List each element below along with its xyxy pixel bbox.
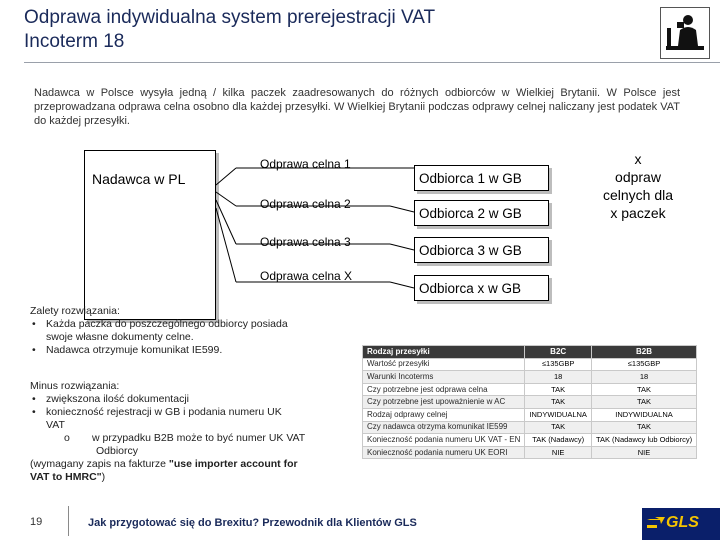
- sub-bullet-icon: o: [64, 432, 70, 444]
- table-header-row: [363, 346, 697, 359]
- cons-item-1: • zwiększona ilość dokumentacji: [30, 393, 350, 406]
- table-row: [363, 383, 697, 396]
- customs-item-2: Odprawa celna 2: [260, 197, 351, 211]
- customs-item-x: Odprawa celna X: [260, 269, 353, 283]
- table-header-cell: Rodzaj przesyłki: [363, 346, 525, 359]
- table-cell: INDYWIDUALNA: [525, 408, 592, 421]
- sender-to-customs-2-line: [216, 192, 236, 206]
- pros-section: [30, 305, 350, 357]
- table-row: [363, 371, 697, 384]
- cons-note-plain-1: (wymagany zapis na fakturze: [30, 458, 169, 470]
- note-line-1: x: [634, 151, 642, 167]
- cons-section: [30, 380, 350, 484]
- pros-item-2: • Nadawca otrzymuje komunikat IE599.: [30, 344, 350, 357]
- table-row: [363, 446, 697, 459]
- table-cell: TAK: [525, 383, 592, 396]
- gls-logo: [642, 508, 720, 540]
- sender-label: Nadawca w PL: [92, 171, 186, 187]
- customs-item-1: Odprawa celna 1: [260, 157, 351, 171]
- table-cell: Konieczność podania numeru UK EORI: [363, 446, 525, 459]
- cons-note-bold-1: "use importer account for: [168, 458, 298, 470]
- customs-x-to-recipient-x-line: [390, 282, 414, 288]
- table-cell: NIE: [525, 446, 592, 459]
- cons-subitem-line-1: w przypadku B2B może to być numer UK VAT: [92, 432, 306, 444]
- intro-paragraph: Nadawca w Polsce wysyła jedną / kilka paczek zaadresowanych do różnych odbiorców w Wielkiej Brytanii. W Polsce jest przeprowadzana odprawa celna osobno dla każdej przesyłki. W Wielkiej Brytanii podczas odprawy celnej naliczany jest podatek VAT do każdej przesyłki.: [34, 87, 680, 127]
- table-cell: Rodzaj odprawy celnej: [363, 408, 525, 421]
- cons-item-2-line-2: VAT: [46, 419, 65, 431]
- note-line-2: odpraw: [615, 169, 661, 185]
- table-cell: ≤135GBP: [591, 358, 696, 371]
- cons-subitem-line-2: Odbiorcy: [96, 445, 139, 457]
- note-line-4: x paczek: [610, 205, 666, 221]
- shipment-summary-table: [362, 345, 697, 459]
- customs-count-note: [588, 150, 688, 222]
- gls-arrow-icon: [647, 517, 665, 531]
- table-cell: TAK (Nadawcy): [525, 434, 592, 447]
- table-cell: Czy nadawca otrzyma komunikat IE599: [363, 421, 525, 434]
- table-cell: TAK: [591, 383, 696, 396]
- table-cell: INDYWIDUALNA: [591, 408, 696, 421]
- table-cell: TAK (Nadawcy lub Odbiorcy): [591, 434, 696, 447]
- table-cell: Czy potrzebne jest upoważnienie w AC: [363, 396, 525, 409]
- table-cell: TAK: [525, 421, 592, 434]
- cons-note-line-1: [30, 458, 350, 471]
- table-row: [363, 358, 697, 371]
- table-row: [363, 408, 697, 421]
- pros-item-1-line-1: • Każda paczka do poszczególnego odbiorcy posiada: [46, 318, 288, 330]
- cons-subitem: [30, 432, 350, 458]
- cons-heading: Minus rozwiązania:: [30, 380, 120, 392]
- cons-note-line-2: [30, 471, 350, 484]
- sender-to-customs-1-line: [216, 168, 236, 185]
- pros-item-1-line-2: swoje własne dokumenty celne.: [46, 331, 194, 343]
- table-cell: NIE: [591, 446, 696, 459]
- footer-title: Jak przygotować się do Brexitu? Przewodnik dla Klientów GLS: [88, 517, 417, 529]
- table-cell: 18: [525, 371, 592, 384]
- table-row: [363, 434, 697, 447]
- table-row: [363, 421, 697, 434]
- recipient-box-1: Odbiorca 1 w GB: [414, 165, 549, 191]
- table-header-cell: B2B: [591, 346, 696, 359]
- note-line-3: celnych dla: [602, 187, 674, 203]
- cons-note-bold-2: VAT to HMRC": [30, 471, 102, 483]
- table-header-cell: B2C: [525, 346, 592, 359]
- table-row: [363, 396, 697, 409]
- table-cell: TAK: [525, 396, 592, 409]
- recipient-box-3: Odbiorca 3 w GB: [414, 237, 549, 263]
- footer-divider: [68, 506, 69, 536]
- cons-note-plain-2: ): [101, 471, 106, 483]
- pros-heading: Zalety rozwiązania:: [30, 305, 120, 317]
- sender-to-customs-3-line: [216, 200, 236, 244]
- table-cell: 18: [591, 371, 696, 384]
- cons-item-2: [30, 406, 350, 432]
- recipient-box-2: Odbiorca 2 w GB: [414, 200, 549, 226]
- title-line-1: Odprawa indywidualna system prerejestracji VAT: [24, 7, 436, 28]
- table-cell: Czy potrzebne jest odprawa celna: [363, 383, 525, 396]
- table-cell: Wartość przesyłki: [363, 358, 525, 371]
- table-cell: ≤135GBP: [525, 358, 592, 371]
- table-cell: Warunki Incoterms: [363, 371, 525, 384]
- cons-item-2-line-1: • konieczność rejestracji w GB i podania numeru UK: [46, 406, 282, 418]
- table-cell: Konieczność podania numeru UK VAT - EN: [363, 434, 525, 447]
- pros-item-1: [30, 318, 350, 344]
- gls-brand-text: GLS: [666, 514, 699, 531]
- table-cell: TAK: [591, 396, 696, 409]
- title-line-2: Incoterm 18: [24, 31, 125, 52]
- page-number: 19: [30, 516, 43, 528]
- table-cell: TAK: [591, 421, 696, 434]
- recipient-box-x: Odbiorca x w GB: [414, 275, 549, 301]
- sender-to-customs-x-line: [216, 208, 236, 282]
- customs-3-to-recipient-3-line: [390, 244, 414, 250]
- customs-item-3: Odprawa celna 3: [260, 235, 351, 249]
- customs-2-to-recipient-2-line: [390, 206, 414, 212]
